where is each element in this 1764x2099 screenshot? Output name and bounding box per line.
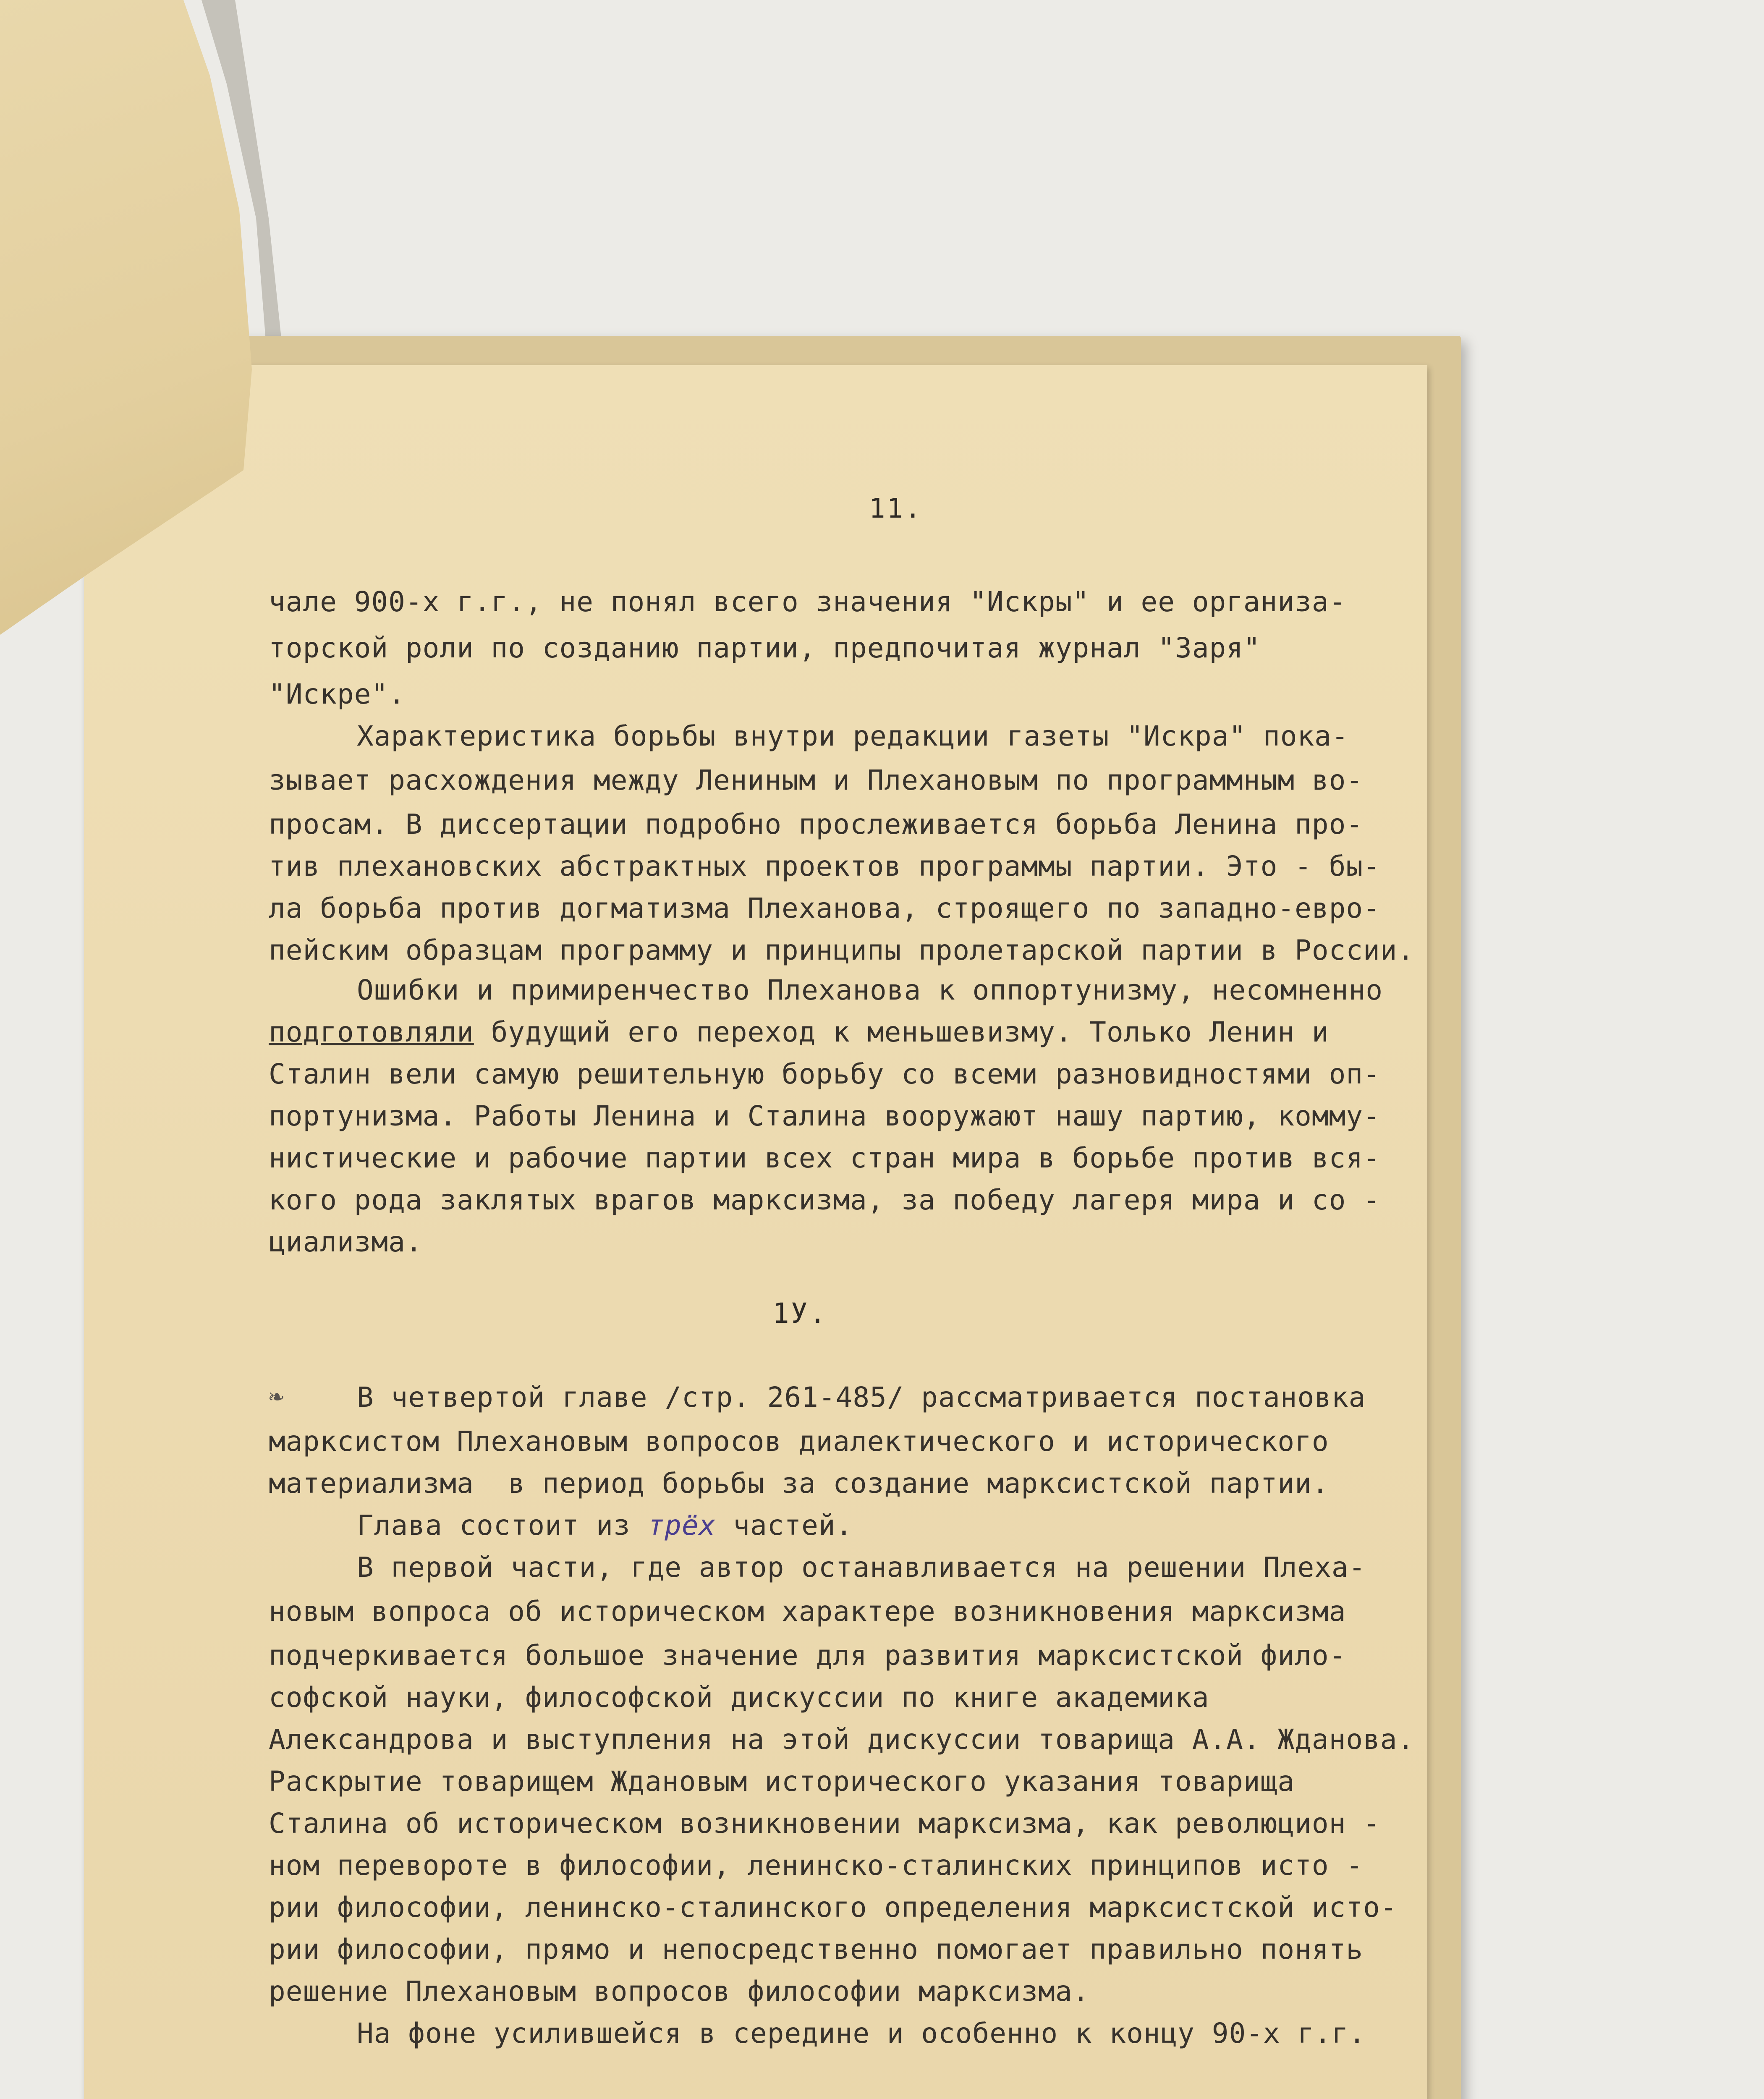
underlined-word: подготовляли xyxy=(269,1016,474,1048)
text-line: рии философии, прямо и непосредственно помогает правильно понять xyxy=(269,1933,1364,1966)
text-span: будущий его переход к меньшевизму. Только Ленин и xyxy=(474,1016,1329,1048)
text-line: тив плехановских абстрактных проектов программы партии. Это - бы- xyxy=(269,850,1380,882)
text-line xyxy=(357,1509,853,1542)
text-line: решение Плехановым вопросов философии марксизма. xyxy=(269,1975,1090,2007)
text-line: новым вопроса об историческом характере возникновения марксизма xyxy=(269,1595,1346,1628)
text-line: ла борьба против догматизма Плеханова, строящего по западно-евро- xyxy=(269,892,1380,924)
text-line: торской роли по созданию партии, предпочитая журнал "Заря" xyxy=(269,632,1261,664)
text-line: ном перевороте в философии, ленинско-сталинских принципов исто - xyxy=(269,1849,1364,1882)
text-line: просам. В диссертации подробно прослеживается борьба Ленина про- xyxy=(269,808,1364,840)
text-line: чале 900-х г.г., не понял всего значения "Искры" и ее организа- xyxy=(269,586,1346,618)
text-line: кого рода заклятых врагов марксизма, за победу лагеря мира и со - xyxy=(269,1184,1380,1216)
text-line: рии философии, ленинско-сталинского определения марксистской исто- xyxy=(269,1891,1398,1924)
text-line: софской науки, философской дискуссии по книге академика xyxy=(269,1681,1209,1714)
text-line: марксистом Плехановым вопросов диалектического и исторического xyxy=(269,1425,1329,1458)
text-line: Характеристика борьбы внутри редакции газеты "Искра" пока- xyxy=(357,720,1349,752)
text-line: "Искре". xyxy=(269,678,406,710)
text-line: На фоне усилившейся в середине и особенно к концу 90-х г.г. xyxy=(357,2017,1366,2049)
margin-mark: ❧ xyxy=(269,1381,284,1411)
text-span: Глава состоит из xyxy=(357,1509,648,1542)
text-span: частей. xyxy=(716,1509,853,1542)
text-line: пейским образцам программу и принципы пролетарской партии в России. xyxy=(269,934,1415,966)
text-line: Сталин вели самую решительную борьбу со всеми разновидностями оп- xyxy=(269,1058,1380,1090)
text-line: Ошибки и примиренчество Плеханова к оппортунизму, несомненно xyxy=(357,974,1383,1006)
page-number: 11. xyxy=(869,493,923,524)
text-line: подчеркивается большое значение для развития марксистской фило- xyxy=(269,1639,1346,1672)
text-line: портунизма. Работы Ленина и Сталина вооружают нашу партию, комму- xyxy=(269,1100,1380,1132)
text-line: материализма в период борьбы за создание марксистской партии. xyxy=(269,1467,1329,1500)
text-line: Сталина об историческом возникновении марксизма, как революцион - xyxy=(269,1807,1380,1840)
text-line: В первой части, где автор останавливается на решении Плеха- xyxy=(357,1551,1366,1583)
text-line xyxy=(269,1016,1329,1048)
text-line: Александрова и выступления на этой дискуссии товарища А.А. Жданова. xyxy=(269,1723,1415,1756)
text-line: зывает расхождения между Лениным и Плехановым по программным во- xyxy=(269,764,1364,796)
text-line: нистические и рабочие партии всех стран мира в борьбе против вся- xyxy=(269,1142,1380,1174)
text-line: циализма. xyxy=(269,1226,423,1258)
handwritten-correction: трёх xyxy=(647,1509,716,1542)
section-heading: 1У. xyxy=(772,1297,828,1330)
text-line: В четвертой главе /стр. 261-485/ рассматривается постановка xyxy=(357,1381,1366,1413)
text-line: Раскрытие товарищем Ждановым исторического указания товарища xyxy=(269,1765,1295,1798)
